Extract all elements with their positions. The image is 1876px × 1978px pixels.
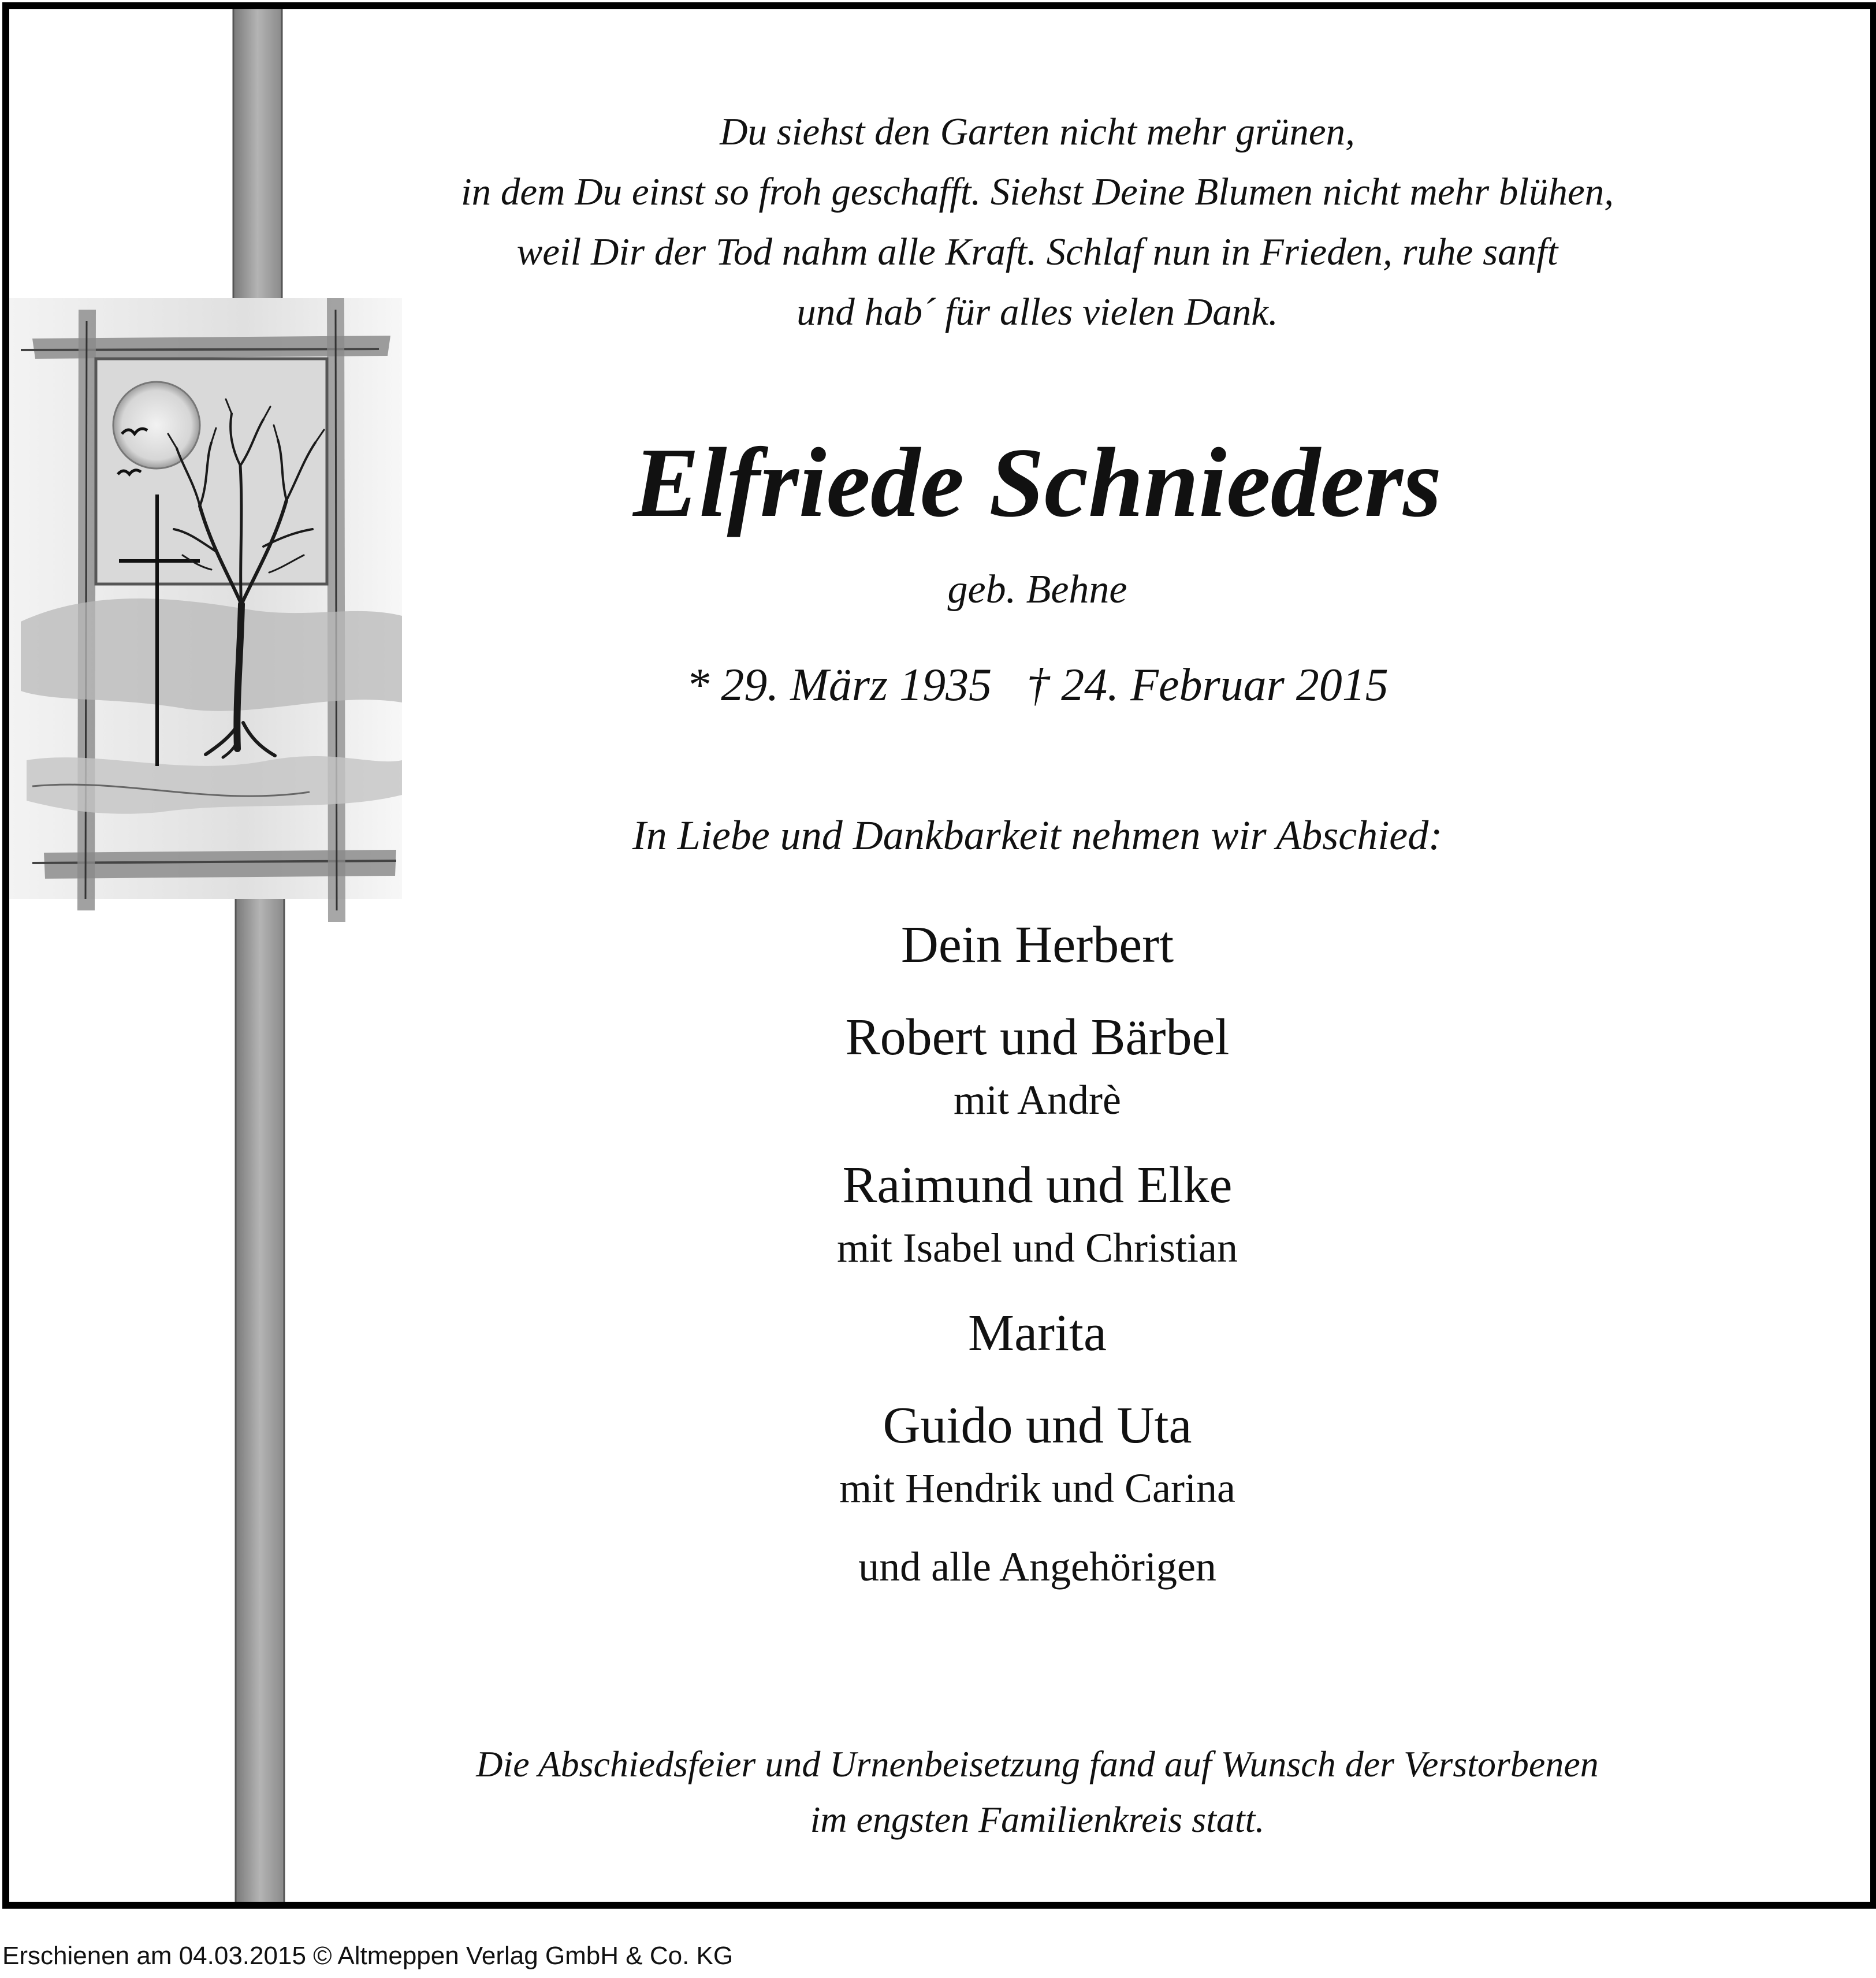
mourner-entry (333, 1391, 1742, 1516)
poem-line: und hab´ für alles vielen Dank. (796, 291, 1278, 333)
mourner-name: Robert und Bärbel (845, 1009, 1230, 1066)
sun-icon (113, 382, 200, 469)
ceremony-note (333, 1737, 1742, 1847)
birth-name: geb. Behne (947, 567, 1127, 612)
poem-line: weil Dir der Tod nahm alle Kraft. Schlaf nun in Frieden, ruhe sanft (516, 230, 1558, 273)
birth-date: * 29. März 1935 (686, 660, 992, 711)
memorial-poem (333, 102, 1742, 342)
mourner-entry (333, 1151, 1742, 1276)
death-date: † 24. Februar 2015 (1026, 660, 1389, 711)
mourner-name: Marita (968, 1304, 1107, 1362)
vertical-band-bottom (236, 887, 284, 1902)
mourner-name: Guido und Uta (883, 1397, 1192, 1454)
mourner-children: mit Andrè (954, 1077, 1121, 1123)
deceased-name: Elfriede Schnieders (633, 428, 1442, 538)
mourner-entry (333, 1003, 1742, 1128)
mourners-list (333, 910, 1742, 1594)
poem-line: in dem Du einst so froh geschafft. Siehst Deine Blumen nicht mehr blühen, (460, 170, 1614, 213)
mourner-entry (333, 1539, 1742, 1594)
mourner-children: mit Isabel und Christian (837, 1225, 1238, 1271)
life-dates (333, 656, 1742, 714)
publisher-credit: Erschienen am 04.03.2015 © Altmeppen Verlag GmbH & Co. KG (2, 1942, 734, 1970)
mourner-name: Raimund und Elke (842, 1157, 1233, 1214)
other-relatives: und alle Angehörigen (858, 1544, 1216, 1590)
mourner-name: Dein Herbert (900, 916, 1174, 973)
obituary-notice (2, 2, 1876, 1909)
mourner-entry (333, 1299, 1742, 1368)
farewell-line: In Liebe und Dankbarkeit nehmen wir Abschied: (632, 812, 1443, 858)
poem-line: Du siehst den Garten nicht mehr grünen, (720, 110, 1355, 153)
mourner-entry (333, 910, 1742, 980)
ceremony-note-line: Die Abschiedsfeier und Urnenbeisetzung fand auf Wunsch der Verstorbenen (476, 1743, 1599, 1784)
vertical-band-top (233, 9, 282, 315)
mourner-children: mit Hendrik und Carina (839, 1465, 1235, 1511)
ceremony-note-line: im engsten Familienkreis statt. (810, 1799, 1265, 1840)
